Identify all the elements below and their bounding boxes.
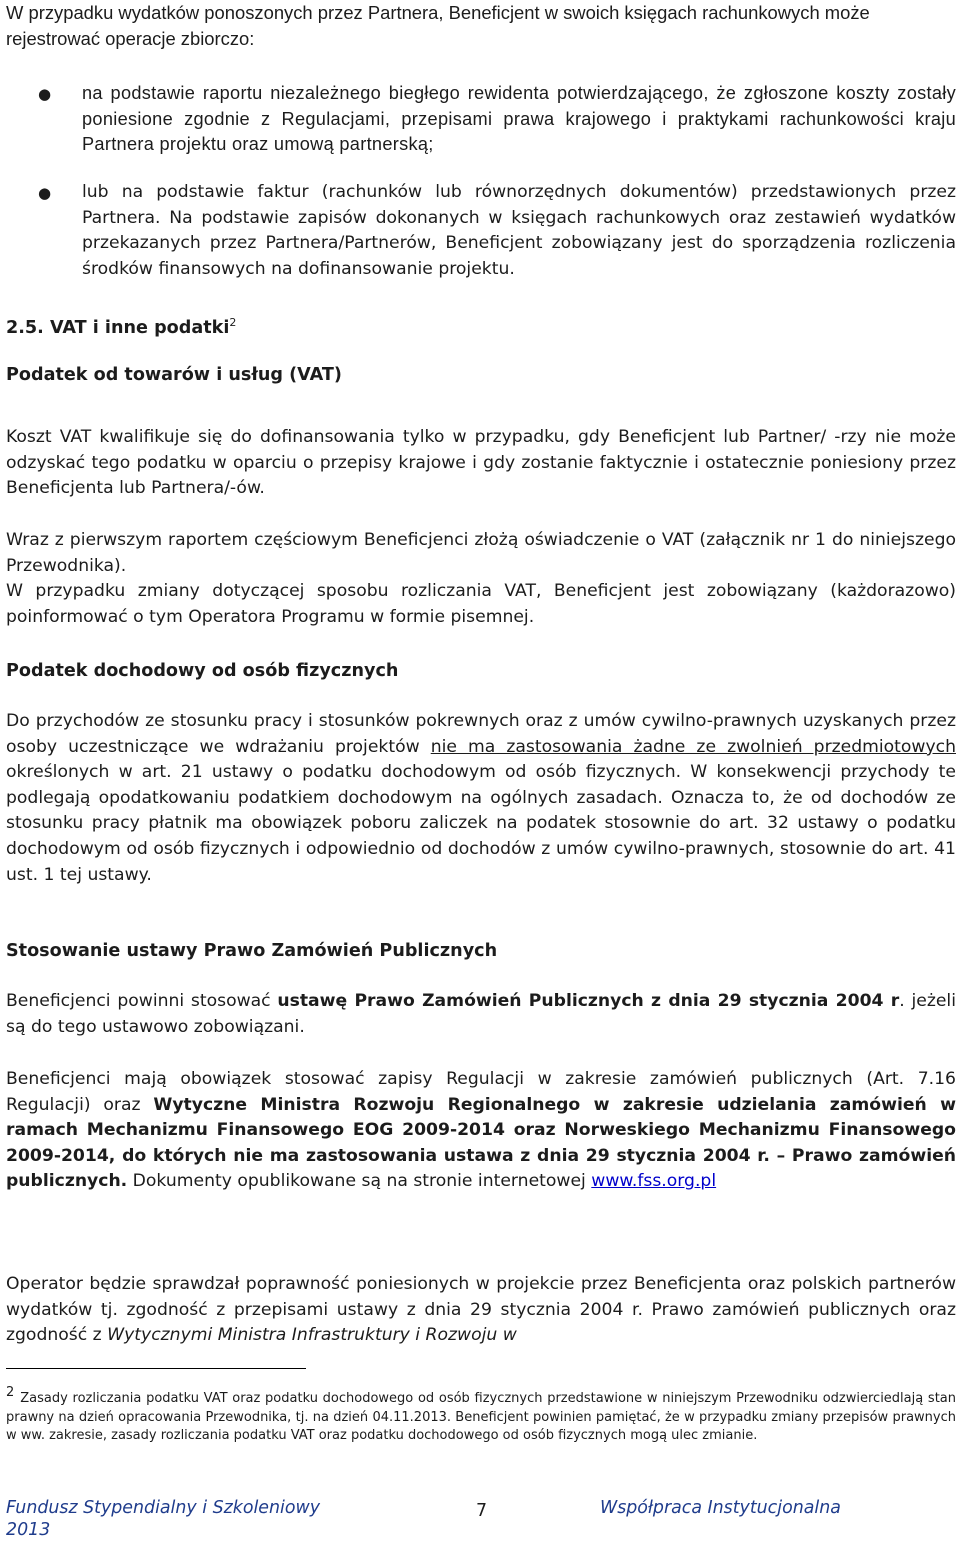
- list-item: [6, 180, 956, 282]
- footnote: [6, 1384, 956, 1446]
- page-footer: [6, 1497, 956, 1545]
- pzp-p1-bold: ustawę Prawo Zamówień Publicznych z dnia 29 stycznia 2004 r: [277, 991, 900, 1011]
- pzp-p2-end: Dokumenty opublikowane są na stronie internetowej: [127, 1171, 592, 1192]
- operator-text: Operator będzie sprawdzał poprawność poniesionych w projekcie przez Beneficjenta oraz polskich partnerów wydatków tj. zgodność z przepisami ustawy z dnia 29 stycznia 2004 r. Prawo zamówień publicznych oraz zgodność z: [6, 1274, 956, 1346]
- pit-text-start: Do przychodów ze stosunku pracy i stosunków pokrewnych oraz z umów cywilno-prawnych uzyskanych przez osoby uczestniczące we wdrażaniu projektów: [6, 711, 956, 757]
- page-number: 7: [476, 1501, 488, 1521]
- footer-right-text: Współpraca Instytucjonalna: [600, 1498, 841, 1518]
- footer-left-text: Fundusz Stypendialny i Szkoleniowy 2013: [6, 1498, 321, 1540]
- section-title-text: 2.5. VAT i inne podatki: [6, 317, 230, 338]
- pzp-paragraph-2: [6, 1067, 956, 1195]
- pit-paragraph: [6, 709, 956, 888]
- vat-paragraph-2: Wraz z pierwszym raportem częściowym Beneficjenci złożą oświadczenie o VAT (załącznik nr 1 do niniejszego Przewodnika).: [6, 530, 956, 576]
- pit-text-end: określonych w art. 21 ustawy o podatku dochodowym od osób fizycznych. W konsekwencji przychody te podlegają opodatkowaniu podatkiem dochodowym na ogólnych zasadach. Oznacza to, że od dochodów ze stosunku pracy płatnik ma obowiązek poboru zaliczek na podatek stosownie do art. 32 ustawy o podatku dochodowym od osób fizycznych i odpowiednio od dochodów z umów cywilno-prawnych, stosownie do art. 41 ust. 1 tej ustawy.: [6, 762, 956, 885]
- section-title: [6, 310, 236, 341]
- vat-heading: Podatek od towarów i usług (VAT): [6, 365, 342, 385]
- pit-heading: Podatek dochodowy od osób fizycznych: [6, 661, 399, 681]
- operator-italic-text: Wytycznymi Ministra Infrastruktury i Rozwoju w: [107, 1325, 517, 1346]
- footnote-mark: 2: [6, 1385, 15, 1400]
- footnote-divider: [6, 1368, 306, 1369]
- pit-underlined-text: nie ma zastosowania żadne ze zwolnień przedmiotowych: [430, 736, 956, 757]
- vat-paragraph-1: Koszt VAT kwalifikuje się do dofinansowania tylko w przypadku, gdy Beneficjent lub Partner/ -rzy nie może odzyskać tego podatku w oparciu o przepisy krajowe i gdy zostanie faktycznie i ostatecznie poniesiony przez Beneficjenta lub Partnera/-ów.: [6, 427, 956, 499]
- operator-paragraph: [6, 1272, 956, 1349]
- pzp-p2-bold: Wytyczne Ministra Rozwoju Regionalnego w zakresie udzielania zamówień w ramach Mechanizmu Finansowego EOG 2009-2014 oraz Norweskiego Mechanizmu Finansowego 2009-2014, do których nie ma zastosowania ustawa z dnia 29 stycznia 2004 r. – Prawo zamówień publicznych.: [6, 1094, 957, 1192]
- bullet-text: lub na podstawie faktur (rachunków lub równorzędnych dokumentów) przedstawionych przez Partnera. Na podstawie zapisów dokonanych w księgach rachunkowych oraz zestawień wydatków przekazanych przez Partnera/Partnerów, Beneficjent zobowiązany jest do sporządzenia rozliczenia środków finansowych na dofinansowanie projektu.: [82, 182, 956, 279]
- footnote-text: Zasady rozliczania podatku VAT oraz podatku dochodowego od osób fizycznych przedstawione w niniejszym Przewodniku odzwierciedlają stan prawny na dzień opracowania Przewodnika, tj. na dzień 04.11.2013. Beneficjent powinien pamiętać, że w przypadku zmiany przepisów prawnych w ww. zakresie, zasady rozliczania podatku VAT oraz podatku dochodowego od osób fizycznych mogą ulec zmianie.: [6, 1391, 956, 1444]
- pzp-paragraph-1: [6, 989, 956, 1040]
- bullet-icon: ●: [38, 184, 52, 202]
- intro-paragraph: W przypadku wydatków ponoszonych przez Partnera, Beneficjent w swoich księgach rachunkowych może rejestrować operacje zbiorczo:: [6, 2, 870, 49]
- pzp-p1-text: Beneficjenci powinni stosować: [6, 991, 278, 1011]
- vat-paragraph-3: W przypadku zmiany dotyczącej sposobu rozliczania VAT, Beneficjent jest zobowiązany (każdorazowo) poinformować o tym Operatora Programu w formie pisemnej.: [6, 581, 956, 627]
- list-item: [6, 81, 956, 158]
- pzp-p1-end: . jeżeli są do tego ustawowo zobowiązani.: [6, 991, 956, 1037]
- website-link[interactable]: www.fss.org.pl: [591, 1171, 717, 1192]
- pzp-p2-text: Beneficjenci mają obowiązek stosować zapisy Regulacji w zakresie zamówień publicznych (Art. 7.16 Regulacji) oraz: [6, 1069, 956, 1115]
- bullet-icon: ●: [38, 85, 52, 103]
- pzp-heading: Stosowanie ustawy Prawo Zamówień Publicznych: [6, 941, 498, 961]
- footnote-reference: 2: [229, 316, 237, 329]
- bullet-text: na podstawie raportu niezależnego biegłego rewidenta potwierdzającego, że zgłoszone koszty zostały poniesione zgodnie z Regulacjami, przepisami prawa krajowego i praktykami rachunkowości kraju Partnera projektu oraz umową partnerską;: [82, 83, 956, 155]
